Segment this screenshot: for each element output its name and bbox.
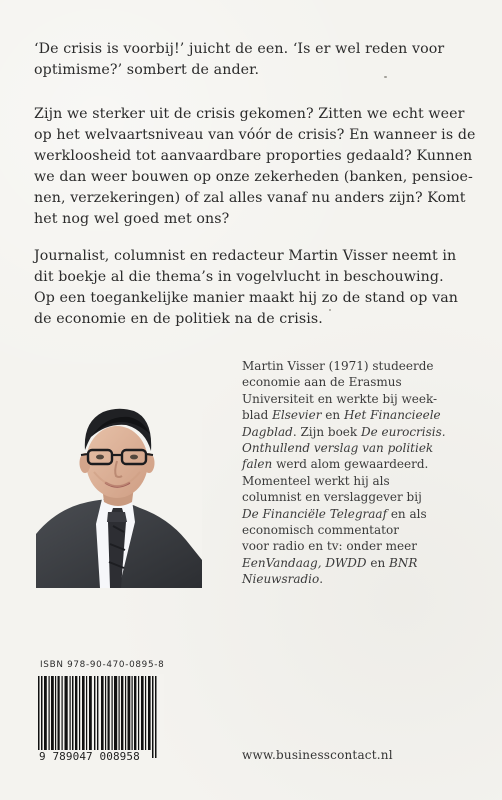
bio-line [242, 456, 472, 472]
bio-line [242, 571, 472, 587]
bio-text: . Zijn boek [292, 424, 361, 439]
journalist-line: Journalist, columnist en redacteur Martin Visser neemt in [34, 248, 457, 264]
author-photo [36, 364, 202, 588]
bio-line: columnist en verslaggever bij [242, 490, 422, 505]
questions-paragraph [34, 104, 474, 230]
bio-text: en [321, 408, 344, 423]
bio-line: voor radio en tv: onder meer [242, 539, 417, 554]
intro-line: ‘De crisis is voorbij!’ juicht de een. ‘Is er wel reden voor [34, 41, 445, 57]
bio-line: Universiteit en werkte bij week- [242, 391, 438, 406]
bio-text: blad [242, 408, 273, 423]
questions-line: nen, verzekeringen) of zal alles vanaf nu anders zijn? Komt [34, 190, 466, 206]
journalist-paragraph [34, 246, 474, 330]
journalist-line: dit boekje al die thema’s in vogelvlucht in beschouwing. [34, 269, 444, 285]
bio-line: Momenteel werkt hij als [242, 473, 390, 488]
bio-italic-text: De eurocrisis. [360, 424, 446, 439]
questions-line: we dan weer bouwen op onze zekerheden (banken, pensioe- [34, 169, 473, 185]
bio-italic-text: Nieuwsradio [242, 572, 320, 587]
bio-text: werd alom gewaardeerd. [272, 457, 429, 472]
bio-text: en als [387, 506, 427, 521]
paper-speck [329, 309, 331, 311]
paper-speck [384, 76, 387, 78]
questions-line: Zijn we sterker uit de crisis gekomen? Zitten we echt weer [34, 106, 465, 122]
bio-italic-text: Onthullend verslag van politiek [242, 441, 434, 456]
bio-line [242, 440, 472, 456]
author-bio [242, 358, 472, 588]
bio-text: . [319, 572, 324, 587]
bio-line [242, 506, 472, 522]
bio-italic-text: De Financiële Telegraaf [242, 506, 388, 521]
barcode-number: 9 789047 008958 [39, 750, 140, 763]
bio-text: en [366, 555, 390, 570]
intro-line: optimisme?’ sombert de ander. [34, 62, 260, 78]
bio-line: Martin Visser (1971) studeerde [242, 359, 434, 373]
bio-italic-text: Dagblad [242, 424, 293, 439]
bio-italic-text: Het Financieele [343, 408, 441, 423]
isbn-label: ISBN 978-90-470-0895-8 [40, 660, 165, 670]
intro-paragraph [34, 39, 474, 81]
publisher-website: www.businesscontact.nl [242, 748, 393, 762]
bio-italic-text: falen [242, 457, 273, 472]
journalist-line: Op een toegankelijke manier maakt hij zo de stand op van [34, 290, 459, 306]
bio-line [242, 555, 472, 571]
bio-italic-text: EenVandaag, DWDD [242, 555, 367, 570]
questions-line: op het welvaartsniveau van vóór de crisis? En wanneer is de [34, 127, 476, 143]
bio-line: economisch commentator [242, 523, 399, 538]
journalist-line: de economie en de politiek na de crisis. [34, 311, 323, 327]
bio-line: economie aan de Erasmus [242, 375, 402, 390]
bio-line [242, 407, 472, 423]
bio-italic-text: Elsevier [272, 408, 322, 423]
bio-line [242, 424, 472, 440]
questions-line: werkloosheid tot aanvaardbare proporties gedaald? Kunnen [34, 148, 473, 164]
author-portrait-illustration [36, 364, 202, 588]
questions-line: het nog wel goed met ons? [34, 211, 230, 227]
bio-italic-text: BNR [389, 555, 418, 570]
